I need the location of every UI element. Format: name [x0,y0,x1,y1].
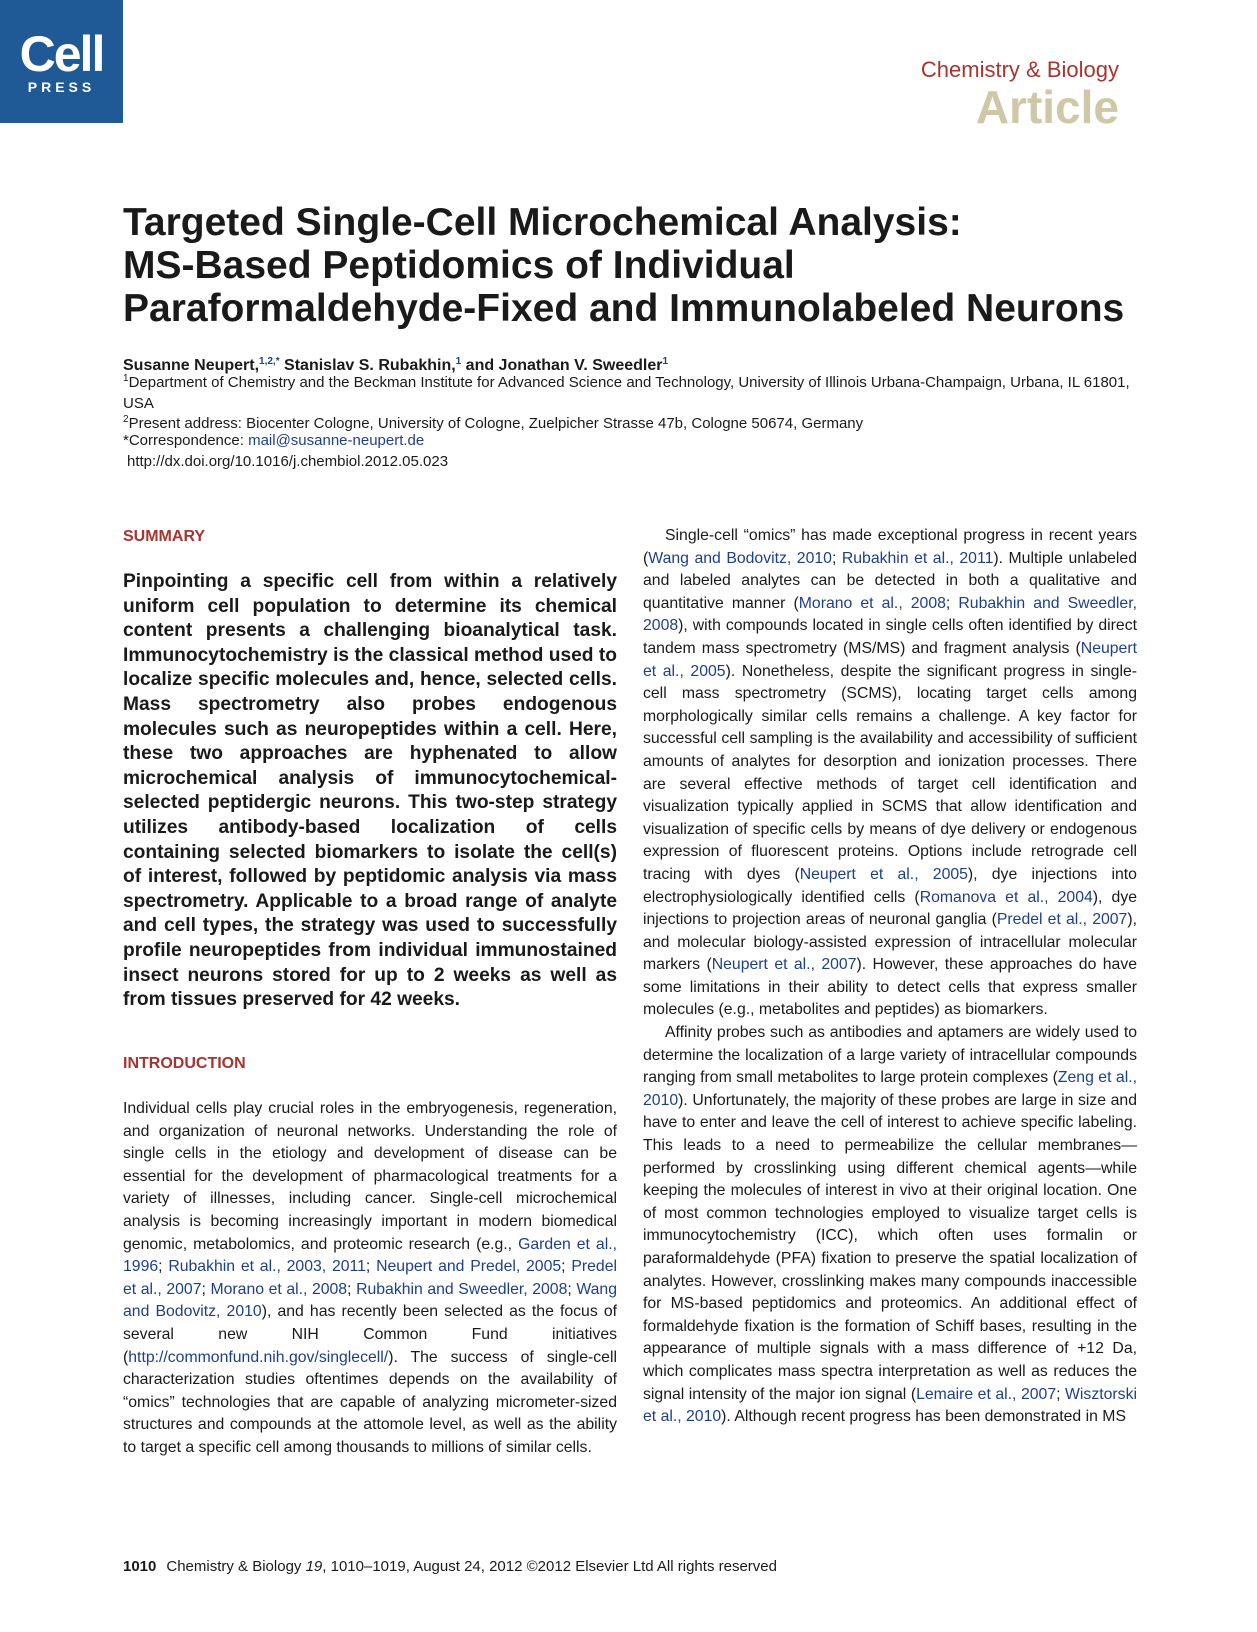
footer-citation: , 1010–1019, August 24, 2012 ©2012 Elsevier Ltd All rights reserved [322,1558,777,1575]
body-text: ). The success of single-cell characterization studies oftentimes depends on the availability of “omics” technologies that are capable of analyzing micrometer-sized structures and compounds at the attomole level, as well as the ability to target a specific cell among thousands to millions of similar cells. [123,1348,617,1456]
body-text: ). Although recent progress has been demonstrated in MS [721,1408,1126,1426]
body-text: ; [945,594,959,612]
citation-link[interactable]: Neupert et al., 2005 [799,865,968,883]
author-name: Stanislav S. Rubakhin, [279,357,456,374]
title-line-2: MS-Based Peptidomics of Individual [123,244,795,287]
doi-link[interactable]: http://dx.doi.org/10.1016/j.chembiol.2012.05.023 [127,453,449,470]
author-name: and Jonathan V. Sweedler [461,357,663,374]
title-line-1: Targeted Single-Cell Microchemical Analysis: [123,201,962,244]
body-text: ), and has recently been selected as the focus of several new NIH Common Fund initiatives ( [123,1303,618,1366]
footer-journal: Chemistry & Biology [166,1558,306,1575]
body-text: ). Multiple unlabeled and labeled analytes can be detected in both a qualitative and quantitative manner ( [643,549,1137,612]
body-text: ), and molecular biology-assisted expression of intracellular molecular markers ( [643,911,1137,974]
body-text: ; [201,1280,211,1298]
citation-link[interactable]: http://commonfund.nih.gov/singlecell/ [128,1348,389,1366]
citation-link[interactable]: Neupert et al., 2007 [711,956,857,974]
article-type: Article [975,81,1119,133]
cell-press-logo [0,0,123,123]
intro-paragraph-1 [123,1098,617,1460]
citation-link[interactable]: Wisztorski et al., 2010 [643,1385,1137,1426]
footer-volume: 19 [305,1558,323,1575]
body-text: Affinity probes such as antibodies and aptamers are widely used to determine the localization of a large variety of intracellular compounds ranging from small metabolites to large protein complexes ( [643,1024,1137,1087]
affiliation-2: $^2$Present address: Biocenter Cologne, University of Cologne, Zuelpicher Strasse 47b, Cologne 50674, Germany [123,414,864,432]
body-text: ), dye injections to projection areas of neuronal ganglia ( [643,888,1138,929]
page-number: 1010 [123,1558,157,1575]
body-text: ; [567,1280,577,1298]
citation-link[interactable]: Morano et al., 2008 [798,594,946,612]
intro-paragraph-3 [643,1022,1137,1429]
affiliation-1: $^1$Department of Chemistry and the Beckman Institute for Advanced Science and Technology, University of Illinois Urbana-Champaign, Urbana, IL 61801, USA [123,373,1130,412]
body-text: ). However, these approaches do have some limitations in their ability to detect cells that express smaller molecules (e.g., metabolites and peptides) as biomarkers. [643,956,1138,1019]
summary-text: Pinpointing a specific cell from within a relatively uniform cell population to determine its chemical content presents a challenging bioanalytical task. Immunocytochemistry is the classical method used to localize specific molecules and, hence, selected cells. Mass spectrometry also probes endogenous molecules such as neuropeptides within a cell. Here, these two approaches are hyphenated to allow microchemical analysis of immunocytochemical-selected peptidergic neurons. This two-step strategy utilizes antibody-based localization of cells containing selected biomarkers to isolate the cell(s) of interest, followed by peptidomic analysis via mass spectrometry. Applicable to a broad range of analyte and cell types, the strategy was used to successfully profile neuropeptides from individual immunostained insect neurons stored for up to 2 weeks as well as from tissues preserved for 42 weeks. [123,571,617,1011]
body-text: ; [561,1258,572,1276]
citation-link[interactable]: Neupert and Predel, 2005 [376,1258,562,1276]
body-text: ; [1056,1385,1066,1403]
correspondence: *Correspondence: mail@susanne-neupert.de [123,432,425,449]
journal-name: Chemistry & Biology [920,57,1119,82]
citation-link[interactable]: Morano et al., 2008 [210,1280,348,1298]
body-text: ; [347,1280,357,1298]
citation-link[interactable]: Predel et al., 2007 [123,1258,618,1298]
citation-link[interactable]: Wang and Bodovitz, 2010 [648,549,832,567]
body-text: ). Unfortunately, the majority of these probes are large in size and have to enter and leave the cell of interest to achieve specific labeling. This leads to a need to permeabilize the cellular membranes—performed by crosslinking using different chemical agents—while keeping the molecules of interest in vivo at their original location. One of most common technologies employed to visualize target cells is immunocytochemistry (ICC), which often uses formalin or paraformaldehyde (PFA) fixation to preserve the spatial localization of analytes. However, crosslinking makes many compounds inaccessible for MS-based peptidomics and proteomics. An additional effect of formaldehyde fixation is the formation of Schiff bases, resulting in the appearance of multiple signals with a mass difference of +12 Da, which complicates mass spectra interpretation as well as reduces the signal intensity of the major ion signal ( [643,1091,1137,1403]
intro-paragraph-2 [643,525,1137,1022]
page-footer [123,1558,777,1575]
body-text: ; [831,549,842,567]
citation-link[interactable]: Wang and Bodovitz, 2010 [123,1280,617,1321]
summary-heading: SUMMARY [123,528,206,545]
right-column [643,525,1137,1429]
citation-link[interactable]: Lemaire et al., 2007 [916,1385,1057,1403]
author-affiliation-marker[interactable]: 1 [662,356,669,367]
introduction-section [123,1055,617,1460]
article-title [123,201,1143,330]
citation-link[interactable]: Predel et al., 2007 [996,911,1128,929]
body-text: ; [365,1258,377,1276]
citation-link[interactable]: Rubakhin et al., 2011 [841,549,994,567]
summary-section [123,528,617,1013]
author-affiliation-marker[interactable]: 1,2,* [259,356,280,367]
body-text: Single-cell “omics” has made exceptional progress in recent years ( [643,527,1137,567]
logo-main-text: Cell [19,26,104,82]
citation-link[interactable]: Zeng et al., 2010 [643,1069,1137,1109]
author-name: Susanne Neupert, [123,357,260,374]
citation-link[interactable]: Neupert et al., 2005 [643,639,1137,680]
body-text: ), with compounds located in single cells often identified by direct tandem mass spectrometry (MS/MS) and fragment analysis ( [643,617,1137,657]
body-text: ; [158,1258,169,1276]
body-text: Individual cells play crucial roles in the embryogenesis, regeneration, and organization of neuronal networks. Understanding the role of single cells in the etiology and development of disease can be essential for the development of pharmacological treatments for a variety of illnesses, including cancer. Single-cell microchemical analysis is becoming increasingly important in modern biomedical genomic, metabolomics, and proteomic research (e.g., [123,1100,617,1253]
introduction-heading: INTRODUCTION [123,1055,246,1072]
correspondence-email-link[interactable]: mail@susanne-neupert.de [248,432,425,449]
title-line-3: Paraformaldehyde-Fixed and Immunolabeled Neurons [123,287,1125,330]
citation-link[interactable]: Romanova et al., 2004 [919,888,1093,906]
author-affiliation-marker[interactable]: 1 [455,356,462,367]
logo-sub-text: PRESS [27,79,96,95]
citation-link[interactable]: Garden et al., 1996 [123,1235,617,1276]
citation-link[interactable]: Rubakhin and Sweedler, 2008 [356,1280,568,1298]
body-text: ). Nonetheless, despite the significant progress in single-cell mass spectrometry (SCMS), locating target cells among morphologically similar cells remains a challenge. A key factor for successful cell sampling is the availability and accessibility of sufficient amounts of analytes for desorption and ionization processes. There are several effective methods of target cell identification and visualization typically applied in SCMS that allow identification and visualization of specific cells by means of dye delivery or endogenous expression of fluorescent proteins. Options include retrograde cell tracing with dyes ( [643,662,1137,883]
body-text: ), dye injections into electrophysiologically identified cells ( [643,865,1137,906]
citation-link[interactable]: Rubakhin and Sweedler, 2008 [643,594,1137,635]
citation-link[interactable]: Rubakhin et al., 2003, 2011 [168,1258,366,1276]
